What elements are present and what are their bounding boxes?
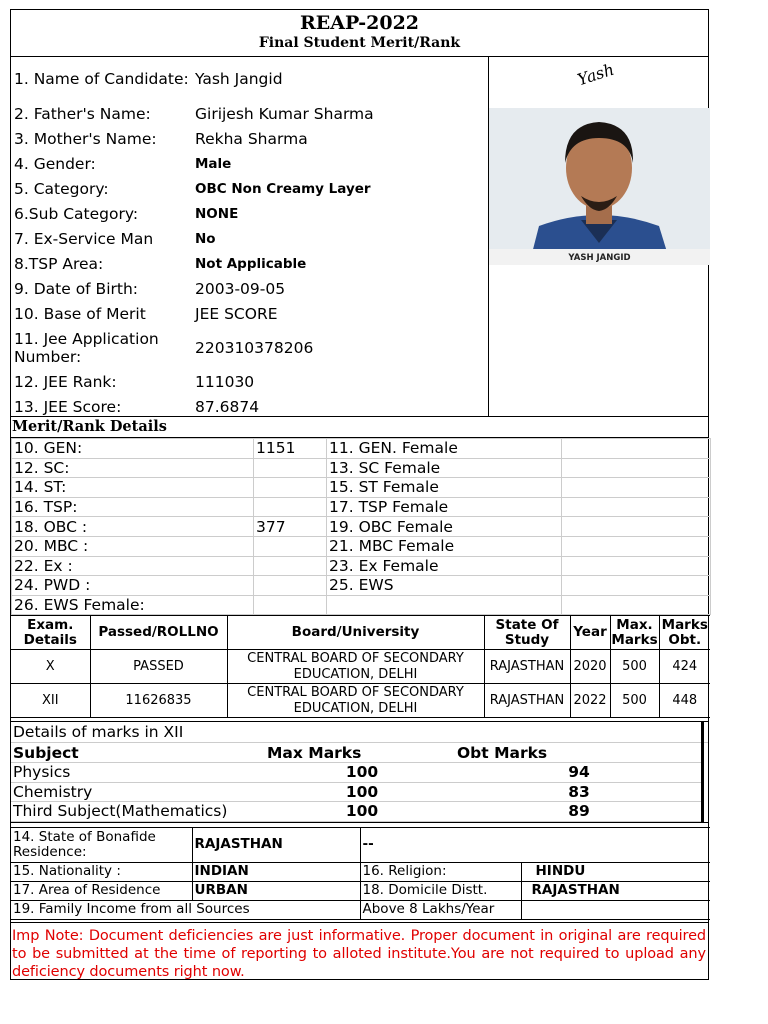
signature: Yash <box>574 59 617 90</box>
detail-value: Rekha Sharma <box>195 129 308 148</box>
detail-row <box>11 301 488 326</box>
domicile-value: RAJASTHAN <box>521 881 710 900</box>
page-title: REAP-2022 <box>299 12 420 34</box>
detail-row <box>11 101 488 126</box>
table-row <box>12 458 711 478</box>
merit-cell: 377 <box>254 517 327 537</box>
merit-title: Merit/Rank Details <box>11 417 708 438</box>
xii-cell: Physics <box>11 762 267 782</box>
xii-cell: Third Subject(Mathematics) <box>11 802 267 822</box>
table-row <box>12 595 711 615</box>
detail-label: 1. Name of Candidate: <box>14 70 189 88</box>
exam-cell: 448 <box>659 684 710 718</box>
page-subtitle: Final Student Merit/Rank <box>258 35 461 51</box>
column-header: Passed/ROLLNO <box>90 616 227 650</box>
xii-cell: 100 <box>267 762 457 782</box>
detail-label: 13. JEE Score: <box>14 397 122 416</box>
sheet-header <box>11 10 708 57</box>
xii-cell: 100 <box>267 782 457 802</box>
detail-label: 4. Gender: <box>14 154 96 173</box>
exam-cell: 500 <box>610 650 659 684</box>
xii-cell: 94 <box>457 762 701 782</box>
table-header-row <box>11 743 701 762</box>
detail-value: No <box>195 230 216 247</box>
column-header: Max. Marks <box>611 616 658 648</box>
domicile-label: 18. Domicile Distt. <box>360 881 521 900</box>
detail-label: 9. Date of Birth: <box>14 279 138 298</box>
detail-label: 8.TSP Area: <box>14 254 104 273</box>
column-header: Exam. Details <box>11 616 90 650</box>
exam-cell: CENTRAL BOARD OF SECONDARY EDUCATION, DELHI <box>227 684 484 718</box>
xii-table <box>11 743 701 821</box>
table-row <box>11 881 710 900</box>
exam-cell: RAJASTHAN <box>484 650 570 684</box>
merit-cell: 15. ST Female <box>327 478 562 498</box>
xii-cell: 89 <box>457 802 701 822</box>
detail-row <box>11 151 488 176</box>
detail-label: 12. JEE Rank: <box>14 372 117 391</box>
merit-cell <box>562 517 711 537</box>
merit-cell: 25. EWS <box>327 576 562 596</box>
exam-cell: 500 <box>610 684 659 718</box>
merit-cell: 13. SC Female <box>327 458 562 478</box>
detail-value: Girijesh Kumar Sharma <box>195 104 374 123</box>
income-label: 19. Family Income from all Sources <box>11 900 360 919</box>
table-row <box>12 517 711 537</box>
table-row <box>11 684 710 718</box>
detail-row <box>11 276 488 301</box>
candidate-photo <box>489 108 710 265</box>
detail-row <box>11 251 488 276</box>
detail-label: 5. Category: <box>14 179 109 198</box>
merit-sheet <box>10 9 709 980</box>
column-header: Year <box>570 616 610 650</box>
merit-cell <box>562 595 711 615</box>
xii-title: Details of marks in XII <box>11 722 708 743</box>
merit-cell: 20. MBC : <box>12 536 254 556</box>
exam-cell: X <box>11 650 90 684</box>
income-value: Above 8 Lakhs/Year <box>360 900 521 919</box>
state-label: 14. State of Bonafide Residence: <box>13 828 156 860</box>
detail-label: 10. Base of Merit <box>14 304 146 323</box>
merit-cell <box>254 497 327 517</box>
xii-cell: 83 <box>457 782 701 802</box>
exam-cell: 11626835 <box>90 684 227 718</box>
merit-cell <box>254 458 327 478</box>
detail-row <box>11 369 488 394</box>
column-header: Board/University <box>227 616 484 650</box>
exam-cell: XII <box>11 684 90 718</box>
merit-cell: 18. OBC : <box>12 517 254 537</box>
table-row <box>11 782 701 802</box>
xii-cell: 100 <box>267 802 457 822</box>
table-row <box>12 439 711 459</box>
detail-value: 220310378206 <box>195 338 314 357</box>
merit-cell <box>254 556 327 576</box>
state-value: RAJASTHAN <box>192 827 360 862</box>
column-header: Subject <box>11 743 267 762</box>
table-row <box>12 536 711 556</box>
exam-cell: 424 <box>659 650 710 684</box>
detail-label: 6.Sub Category: <box>14 204 139 223</box>
area-value: URBAN <box>192 881 360 900</box>
detail-value: NONE <box>195 205 239 222</box>
column-header: Marks Obt. <box>659 616 710 650</box>
merit-cell: 11. GEN. Female <box>327 439 562 459</box>
column-header: Max Marks <box>267 743 457 762</box>
merit-cell: 14. ST: <box>12 478 254 498</box>
detail-value: Male <box>195 155 232 172</box>
merit-cell: 12. SC: <box>12 458 254 478</box>
table-row <box>11 650 710 684</box>
merit-cell <box>562 439 711 459</box>
nationality-label: 15. Nationality : <box>11 862 192 881</box>
exam-cell: 2020 <box>570 650 610 684</box>
column-header: Obt Marks <box>457 743 701 762</box>
detail-row <box>11 201 488 226</box>
column-header: State Of Study <box>484 616 570 650</box>
merit-cell: 22. Ex : <box>12 556 254 576</box>
xii-marks-section <box>11 721 708 822</box>
detail-value: Not Applicable <box>195 255 307 272</box>
merit-cell <box>254 536 327 556</box>
exam-cell: 2022 <box>570 684 610 718</box>
table-row <box>11 827 710 862</box>
exam-table <box>11 615 710 718</box>
detail-label: 3. Mother's Name: <box>14 129 157 148</box>
merit-cell <box>562 556 711 576</box>
merit-cell <box>327 595 562 615</box>
religion-value: HINDU <box>521 862 710 881</box>
xii-cell: Chemistry <box>11 782 267 802</box>
exam-cell: CENTRAL BOARD OF SECONDARY EDUCATION, DELHI <box>227 650 484 684</box>
detail-value: OBC Non Creamy Layer <box>195 180 371 197</box>
detail-value: 87.6874 <box>195 397 260 416</box>
merit-cell <box>254 595 327 615</box>
xii-bar <box>701 722 704 821</box>
photo-caption: YASH JANGID <box>568 253 631 263</box>
merit-cell <box>562 458 711 478</box>
residence-table <box>11 827 710 920</box>
detail-row <box>11 57 488 101</box>
merit-cell <box>562 497 711 517</box>
merit-cell <box>562 536 711 556</box>
merit-cell: 17. TSP Female <box>327 497 562 517</box>
detail-label: 11. Jee Application Number: <box>14 329 159 366</box>
table-row <box>12 497 711 517</box>
merit-cell: 19. OBC Female <box>327 517 562 537</box>
detail-row <box>11 126 488 151</box>
exam-cell: PASSED <box>90 650 227 684</box>
table-row <box>11 762 701 782</box>
religion-label: 16. Religion: <box>360 862 521 881</box>
merit-cell: 24. PWD : <box>12 576 254 596</box>
merit-cell: 10. GEN: <box>12 439 254 459</box>
merit-cell: 26. EWS Female: <box>12 595 254 615</box>
detail-value: 2003-09-05 <box>195 279 286 298</box>
table-row <box>11 862 710 881</box>
table-row <box>12 576 711 596</box>
merit-cell <box>562 576 711 596</box>
personal-details <box>11 57 708 417</box>
detail-label: 7. Ex-Service Man <box>14 229 154 248</box>
table-row <box>11 802 701 822</box>
merit-cell <box>254 576 327 596</box>
detail-value: JEE SCORE <box>195 304 278 323</box>
area-label: 17. Area of Residence <box>11 881 192 900</box>
important-note: Imp Note: Document deficiencies are just informative. Proper document in original are required to be submitted at the time of reporting to alloted institute.You are not required to upload any deficiency documents right now. <box>11 922 708 981</box>
merit-cell <box>562 478 711 498</box>
personal-rows <box>11 57 488 419</box>
merit-cell: 16. TSP: <box>12 497 254 517</box>
nationality-value: INDIAN <box>192 862 360 881</box>
merit-cell: 23. Ex Female <box>327 556 562 576</box>
exam-cell: RAJASTHAN <box>484 684 570 718</box>
merit-table <box>11 438 711 615</box>
detail-row <box>11 326 488 369</box>
table-row <box>11 900 710 919</box>
merit-cell: 21. MBC Female <box>327 536 562 556</box>
detail-value: Yash Jangid <box>195 70 283 88</box>
detail-row <box>11 226 488 251</box>
detail-row <box>11 394 488 419</box>
detail-value: 111030 <box>195 372 255 391</box>
merit-cell: 1151 <box>254 439 327 459</box>
table-row <box>12 478 711 498</box>
table-row <box>12 556 711 576</box>
state-extra: -- <box>360 827 710 862</box>
detail-row <box>11 176 488 201</box>
merit-cell <box>254 478 327 498</box>
detail-label: 2. Father's Name: <box>14 104 151 123</box>
